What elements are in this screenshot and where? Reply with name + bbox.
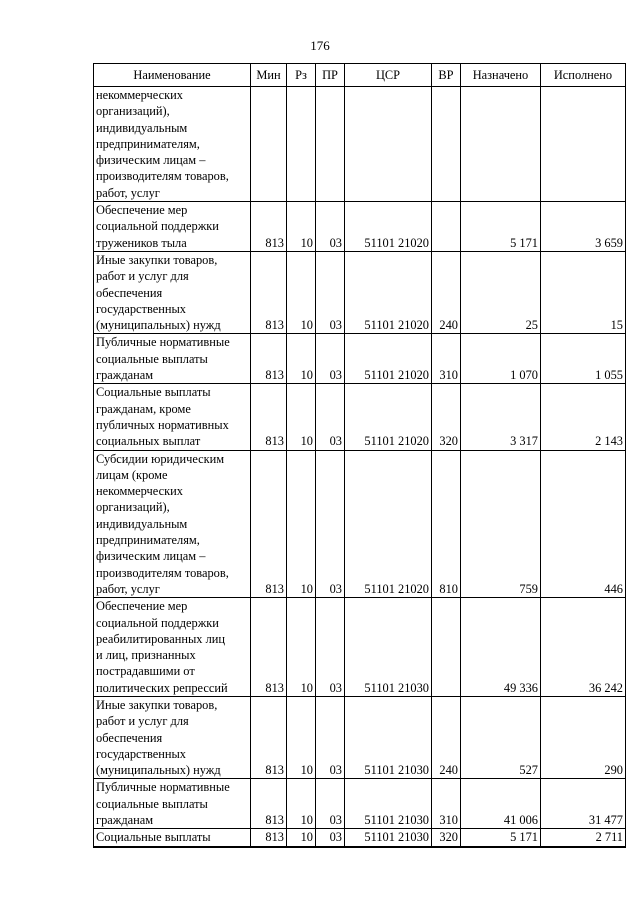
- cell-csr: 51101 21020: [345, 334, 432, 384]
- cell-vr: [432, 202, 461, 252]
- name-line: социальной поддержки: [96, 219, 219, 234]
- cell-min: [251, 87, 287, 202]
- name-line: некоммерческих: [96, 484, 183, 499]
- cell-name: [94, 384, 251, 450]
- name-line: реабилитированных лиц: [96, 631, 226, 646]
- name-line: Обеспечение мер: [96, 599, 188, 614]
- name-line: гражданам: [96, 813, 154, 828]
- cell-vr: 310: [432, 334, 461, 384]
- column-header: Наименование: [94, 64, 251, 87]
- cell-rz: 10: [287, 334, 316, 384]
- cell-min: 813: [251, 251, 287, 333]
- column-header: Мин: [251, 64, 287, 87]
- column-header: Назначено: [461, 64, 541, 87]
- name-line: обеспечения: [96, 730, 163, 745]
- column-header: ВР: [432, 64, 461, 87]
- cell-rz: 10: [287, 598, 316, 697]
- cell-executed: 446: [541, 450, 626, 598]
- cell-assigned: 49 336: [461, 598, 541, 697]
- cell-csr: 51101 21030: [345, 598, 432, 697]
- name-line: (муниципальных) нужд: [96, 763, 221, 778]
- cell-vr: 320: [432, 384, 461, 450]
- cell-pr: 03: [316, 334, 345, 384]
- cell-executed: 36 242: [541, 598, 626, 697]
- cell-name: [94, 202, 251, 252]
- cell-min: 813: [251, 450, 287, 598]
- cell-csr: 51101 21020: [345, 450, 432, 598]
- name-line: социальные выплаты: [96, 796, 208, 811]
- cell-pr: 03: [316, 202, 345, 252]
- cell-assigned: 5 171: [461, 202, 541, 252]
- cell-pr: 03: [316, 829, 345, 847]
- column-header: Исполнено: [541, 64, 626, 87]
- name-line: Иные закупки товаров,: [96, 697, 218, 712]
- cell-assigned: 25: [461, 251, 541, 333]
- name-line: работ, услуг: [96, 185, 160, 200]
- cell-executed: 3 659: [541, 202, 626, 252]
- name-line: государственных: [96, 746, 187, 761]
- name-line: гражданам, кроме: [96, 401, 191, 416]
- name-line: индивидуальным: [96, 516, 188, 531]
- cell-min: 813: [251, 334, 287, 384]
- name-line: организаций),: [96, 104, 170, 119]
- cell-assigned: 1 070: [461, 334, 541, 384]
- table-row: [94, 450, 626, 598]
- cell-vr: 810: [432, 450, 461, 598]
- cell-rz: 10: [287, 202, 316, 252]
- cell-name: [94, 251, 251, 333]
- cell-pr: 03: [316, 598, 345, 697]
- name-line: работ, услуг: [96, 581, 160, 596]
- name-line: физическим лицам –: [96, 549, 206, 564]
- name-line: организаций),: [96, 500, 170, 515]
- name-line: государственных: [96, 301, 187, 316]
- name-line: и лиц, признанных: [96, 648, 196, 663]
- name-line: пострадавшими от: [96, 664, 195, 679]
- cell-assigned: [461, 87, 541, 202]
- cell-pr: [316, 87, 345, 202]
- name-line: некоммерческих: [96, 88, 183, 102]
- cell-vr: 310: [432, 779, 461, 829]
- table-body: [94, 87, 626, 847]
- cell-pr: 03: [316, 384, 345, 450]
- name-line: предпринимателям,: [96, 533, 200, 548]
- name-line: Публичные нормативные: [96, 780, 230, 795]
- cell-name: [94, 696, 251, 778]
- cell-name: [94, 334, 251, 384]
- cell-assigned: 527: [461, 696, 541, 778]
- name-line: Социальные выплаты: [96, 830, 211, 845]
- name-line: гражданам: [96, 368, 154, 383]
- cell-rz: 10: [287, 779, 316, 829]
- cell-pr: 03: [316, 779, 345, 829]
- name-line: физическим лицам –: [96, 153, 206, 168]
- cell-name: [94, 450, 251, 598]
- name-line: (муниципальных) нужд: [96, 318, 221, 333]
- cell-csr: 51101 21030: [345, 779, 432, 829]
- cell-csr: 51101 21020: [345, 384, 432, 450]
- table-row: [94, 87, 626, 202]
- cell-executed: 15: [541, 251, 626, 333]
- cell-assigned: 5 171: [461, 829, 541, 847]
- cell-name: [94, 598, 251, 697]
- cell-executed: [541, 87, 626, 202]
- cell-pr: 03: [316, 450, 345, 598]
- cell-name: [94, 87, 251, 202]
- cell-min: 813: [251, 202, 287, 252]
- name-line: предпринимателям,: [96, 136, 200, 151]
- table-row: [94, 384, 626, 450]
- cell-min: 813: [251, 779, 287, 829]
- cell-executed: 2 711: [541, 829, 626, 847]
- cell-pr: 03: [316, 696, 345, 778]
- table-row: [94, 251, 626, 333]
- name-line: социальных выплат: [96, 434, 201, 449]
- budget-table: [93, 63, 626, 848]
- name-line: Публичные нормативные: [96, 335, 230, 350]
- table-row: [94, 334, 626, 384]
- cell-min: 813: [251, 598, 287, 697]
- cell-csr: 51101 21020: [345, 251, 432, 333]
- cell-min: 813: [251, 829, 287, 847]
- cell-executed: 290: [541, 696, 626, 778]
- cell-assigned: 41 006: [461, 779, 541, 829]
- name-line: обеспечения: [96, 285, 163, 300]
- column-header: ПР: [316, 64, 345, 87]
- table-row: [94, 779, 626, 829]
- cell-csr: 51101 21030: [345, 829, 432, 847]
- cell-rz: 10: [287, 384, 316, 450]
- cell-executed: 1 055: [541, 334, 626, 384]
- name-line: Социальные выплаты: [96, 385, 211, 400]
- cell-min: 813: [251, 696, 287, 778]
- name-line: социальной поддержки: [96, 615, 219, 630]
- cell-rz: 10: [287, 829, 316, 847]
- cell-rz: 10: [287, 251, 316, 333]
- name-line: Субсидии юридическим: [96, 451, 225, 466]
- name-line: социальные выплаты: [96, 351, 208, 366]
- table-row: [94, 598, 626, 697]
- name-line: публичных нормативных: [96, 417, 229, 432]
- table-row: [94, 829, 626, 847]
- cell-assigned: 759: [461, 450, 541, 598]
- table-row: [94, 202, 626, 252]
- cell-vr: 240: [432, 251, 461, 333]
- cell-vr: 240: [432, 696, 461, 778]
- name-line: Иные закупки товаров,: [96, 252, 218, 267]
- column-header: Рз: [287, 64, 316, 87]
- name-line: Обеспечение мер: [96, 203, 188, 218]
- cell-min: 813: [251, 384, 287, 450]
- name-line: работ и услуг для: [96, 714, 189, 729]
- name-line: производителям товаров,: [96, 565, 229, 580]
- cell-vr: [432, 598, 461, 697]
- cell-csr: 51101 21030: [345, 696, 432, 778]
- name-line: работ и услуг для: [96, 269, 189, 284]
- cell-vr: 320: [432, 829, 461, 847]
- cell-rz: 10: [287, 450, 316, 598]
- cell-name: [94, 829, 251, 847]
- name-line: индивидуальным: [96, 120, 188, 135]
- name-line: лицам (кроме: [96, 467, 168, 482]
- name-line: производителям товаров,: [96, 169, 229, 184]
- cell-rz: 10: [287, 696, 316, 778]
- cell-executed: 31 477: [541, 779, 626, 829]
- table-row: [94, 696, 626, 778]
- cell-csr: 51101 21020: [345, 202, 432, 252]
- column-header: ЦСР: [345, 64, 432, 87]
- name-line: тружеников тыла: [96, 235, 187, 250]
- name-line: политических репрессий: [96, 680, 228, 695]
- cell-executed: 2 143: [541, 384, 626, 450]
- cell-name: [94, 779, 251, 829]
- cell-csr: [345, 87, 432, 202]
- table-header-row: [94, 64, 626, 87]
- cell-pr: 03: [316, 251, 345, 333]
- cell-vr: [432, 87, 461, 202]
- cell-rz: [287, 87, 316, 202]
- cell-assigned: 3 317: [461, 384, 541, 450]
- page-number: 176: [310, 38, 330, 53]
